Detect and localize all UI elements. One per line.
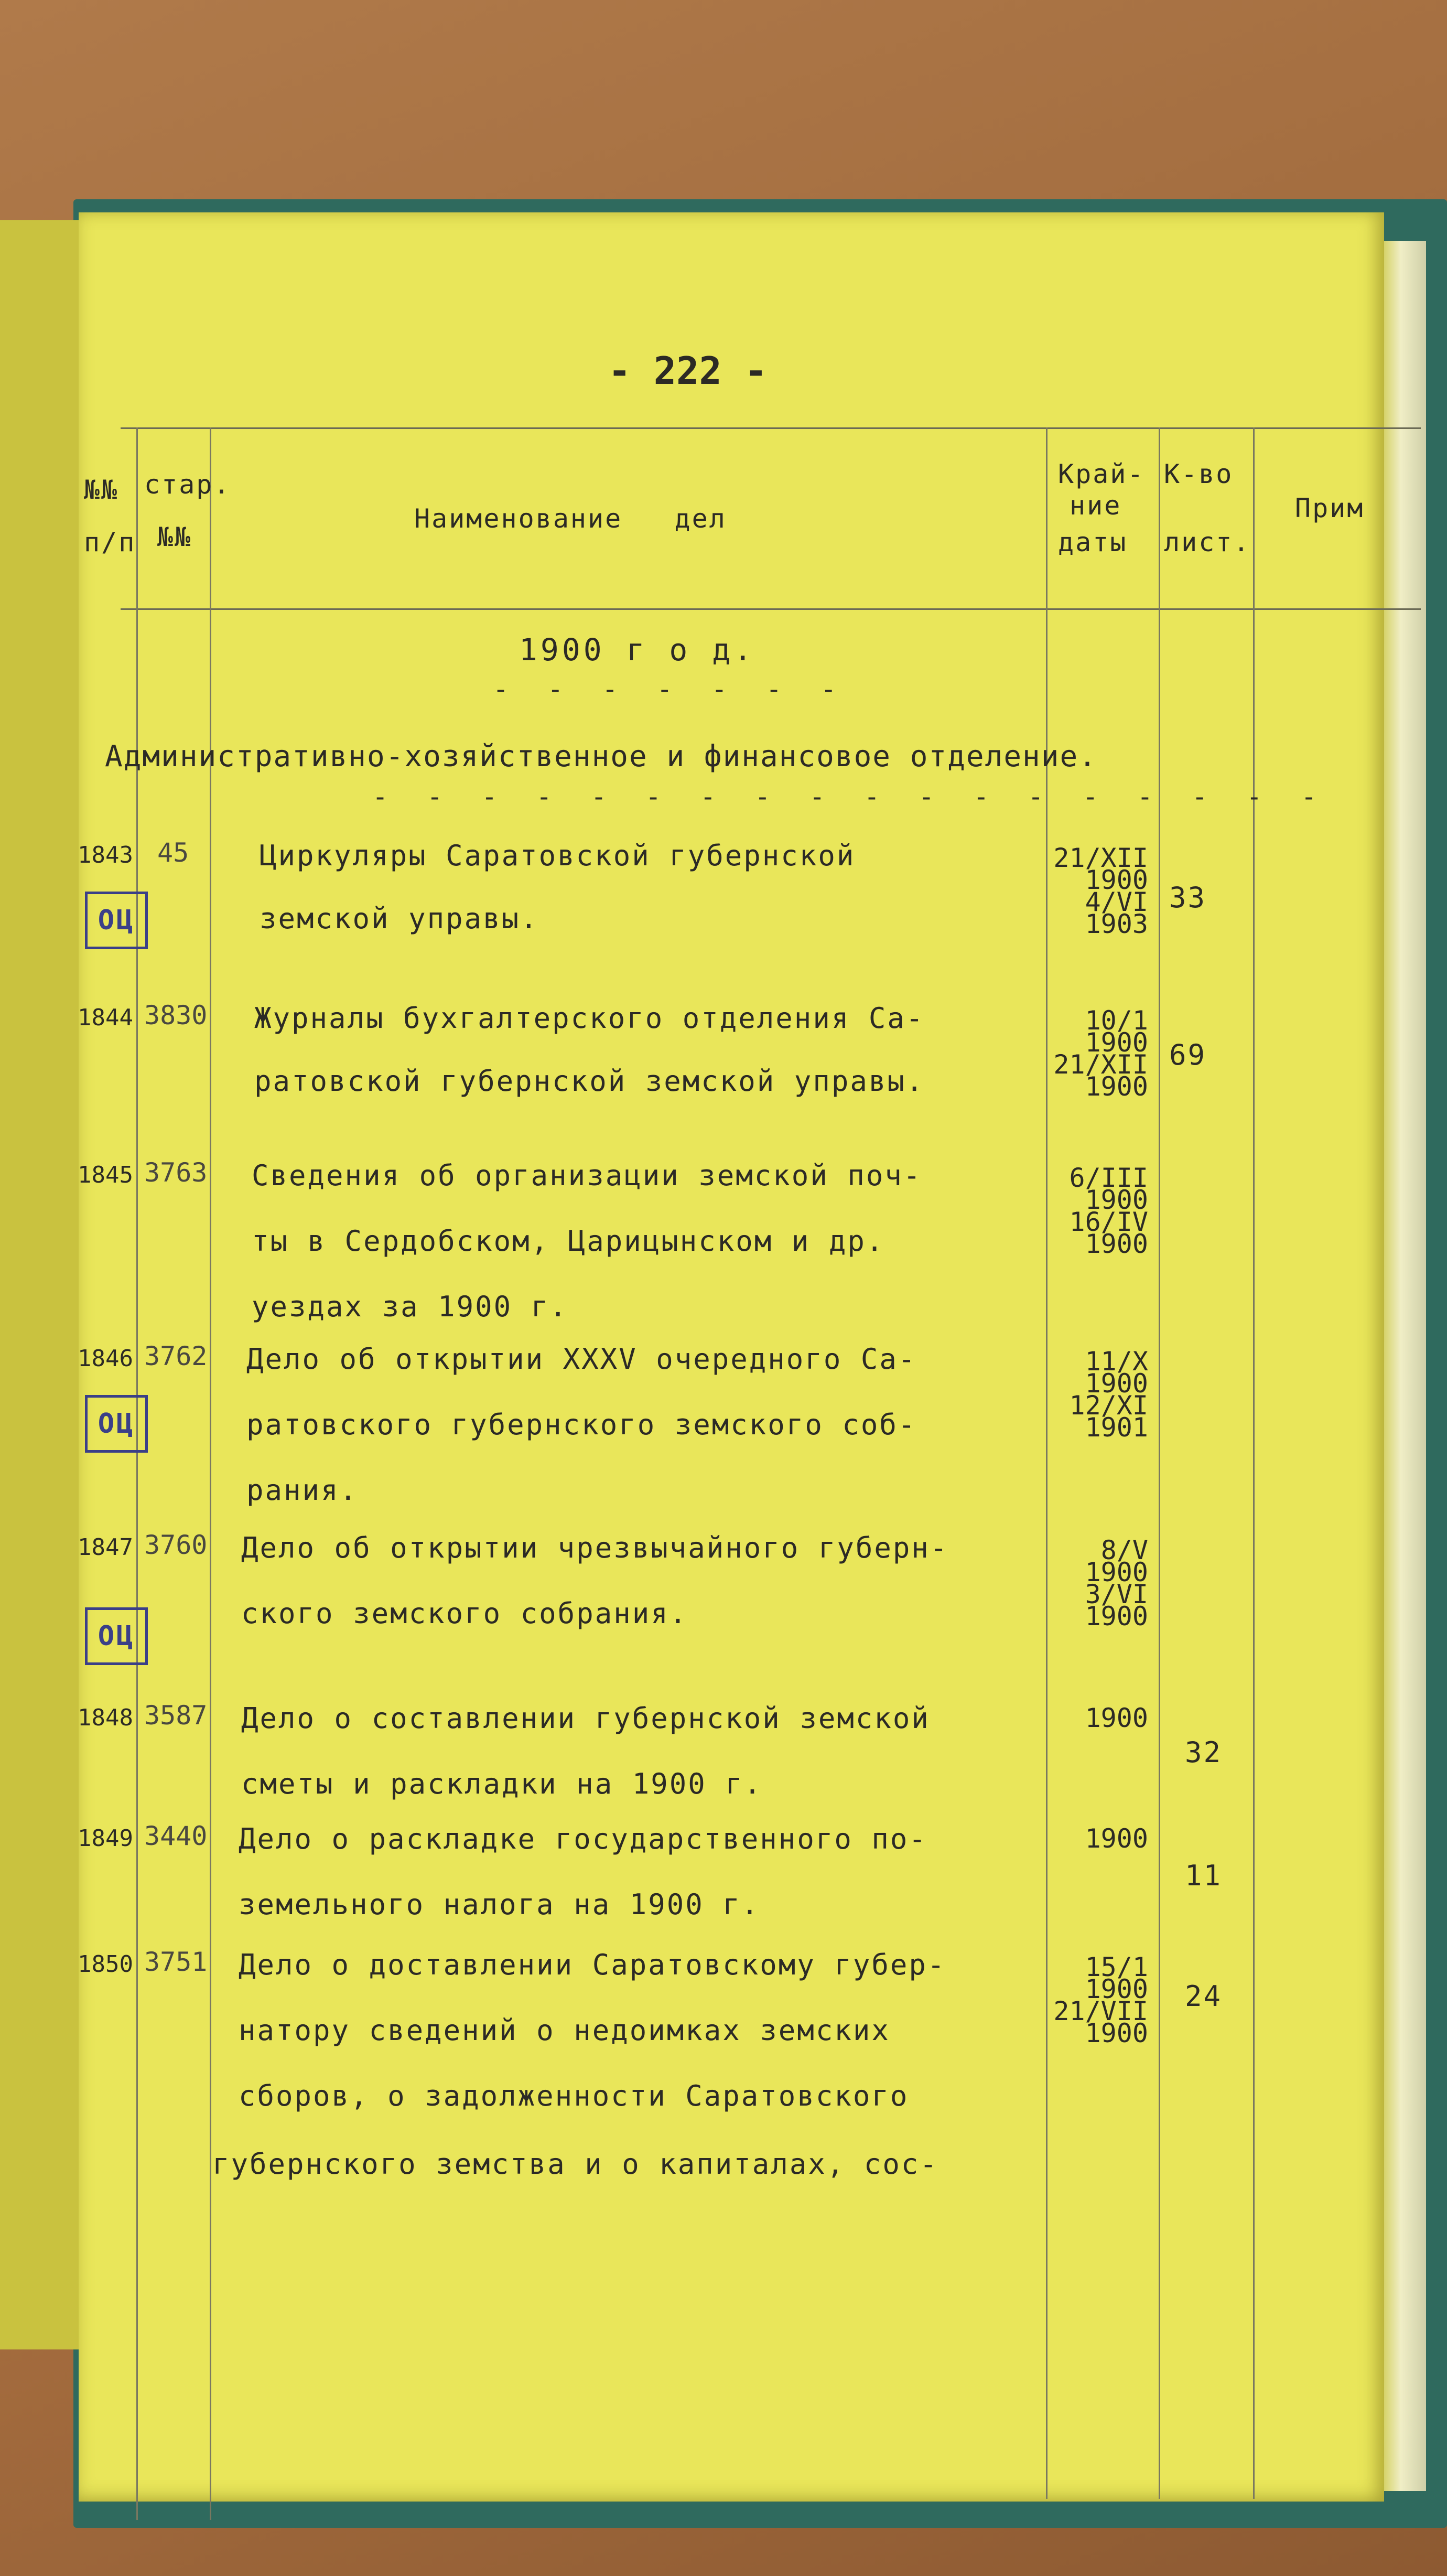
record-title-line: рания. xyxy=(246,1474,359,1507)
header-top-rule xyxy=(121,427,1421,429)
record-number: 1847 xyxy=(78,1534,133,1561)
record-title-line: ского земского собрания. xyxy=(241,1597,688,1630)
date-line: 1901 xyxy=(1085,1412,1148,1443)
record-number: 1845 xyxy=(78,1162,133,1188)
record-title-line: ратовской губернской земской управы. xyxy=(254,1065,925,1098)
date-line: 1900 xyxy=(1085,865,1148,895)
old-number: 3760 xyxy=(144,1530,208,1560)
header-bottom-rule xyxy=(121,608,1421,610)
record-title-line: земской управы. xyxy=(260,902,539,935)
record-title-line: сборов, о задолженности Саратовского xyxy=(239,2079,909,2112)
header-dates-1: Край- xyxy=(1058,459,1145,489)
page-stack-edge xyxy=(1384,241,1426,2491)
oc-stamp: ОЦ xyxy=(85,1607,148,1665)
header-notes: Прим xyxy=(1295,493,1365,523)
sheet-count: 69 xyxy=(1169,1038,1207,1071)
column-rule-dates xyxy=(1046,427,1048,2499)
record-dates xyxy=(1049,1005,1148,1102)
record-dates xyxy=(1049,1163,1148,1259)
header-sheets-1: К-во xyxy=(1164,459,1234,489)
header-sheets-2: лист. xyxy=(1164,527,1251,557)
date-line: 1900 xyxy=(1085,1027,1148,1058)
date-line: 8/V xyxy=(1100,1535,1148,1565)
old-number: 3762 xyxy=(144,1341,208,1371)
column-rule-sheets xyxy=(1159,427,1160,2499)
date-line: 1900 xyxy=(1085,1703,1148,1733)
record-number: 1849 xyxy=(78,1825,133,1852)
date-line: 12/XI xyxy=(1069,1390,1148,1421)
date-line: 1900 xyxy=(1085,1229,1148,1259)
record-dates xyxy=(1049,1823,1148,1854)
date-line: 16/IV xyxy=(1069,1207,1148,1237)
record-title-line: Дело о доставлении Саратовскому губер- xyxy=(239,1948,946,1981)
sheet-count: 11 xyxy=(1185,1859,1223,1892)
document-page xyxy=(79,212,1384,2502)
header-num-top: №№ xyxy=(84,475,119,505)
record-dates xyxy=(1049,1952,1148,2048)
sheet-count: 24 xyxy=(1185,1980,1223,2013)
sheet-count: 33 xyxy=(1169,881,1207,914)
date-line: 6/III xyxy=(1069,1163,1148,1193)
record-title-line: ты в Сердобском, Царицынском и др. xyxy=(252,1225,885,1258)
date-line: 21/VII xyxy=(1053,1996,1148,2026)
page-number: - 222 - xyxy=(608,349,768,393)
date-line: 1900 xyxy=(1085,1557,1148,1587)
old-number: 3587 xyxy=(144,1700,208,1731)
record-title-line: Дело об открытии чрезвычайного губерн- xyxy=(241,1531,949,1564)
record-dates xyxy=(1049,1535,1148,1632)
record-title-line: Журналы бухгалтерского отделения Са- xyxy=(254,1002,925,1035)
record-title-line: Дело о раскладке государственного по- xyxy=(239,1822,927,1855)
section-heading: Административно-хозяйственное и финансовое отделение. xyxy=(105,739,1097,774)
header-num-bottom: п/п xyxy=(84,527,136,557)
old-number: 3830 xyxy=(144,1000,208,1031)
record-title-line: натору сведений о недоимках земских xyxy=(239,2014,890,2047)
record-dates xyxy=(1049,1346,1148,1443)
record-title-line: губернского земства и о капиталах, сос- xyxy=(212,2148,938,2181)
date-line: 21/XII xyxy=(1053,1049,1148,1080)
oc-stamp: ОЦ xyxy=(85,892,148,949)
facing-page-edge xyxy=(0,220,83,2349)
record-title-line: Дело о составлении губернской земской xyxy=(241,1702,930,1735)
column-rule-notes xyxy=(1253,427,1255,2499)
old-number: 3751 xyxy=(144,1947,208,1977)
date-line: 3/VI xyxy=(1085,1579,1148,1609)
header-title: Наименование дел xyxy=(414,503,727,534)
header-old-top: стар. xyxy=(144,469,231,500)
record-title-line: Циркуляры Саратовской губернской xyxy=(260,839,856,872)
date-line: 1900 xyxy=(1085,2018,1148,2048)
date-line: 1903 xyxy=(1085,909,1148,939)
date-line: 10/1 xyxy=(1085,1005,1148,1036)
section-heading-underline: - - - - - - - - - - - - - - - - - - xyxy=(372,781,1329,812)
date-line: 1900 xyxy=(1085,1974,1148,2004)
oc-stamp: ОЦ xyxy=(85,1395,148,1453)
date-line: 11/X xyxy=(1085,1346,1148,1377)
record-dates xyxy=(1049,1703,1148,1733)
date-line: 15/1 xyxy=(1085,1952,1148,1982)
date-line: 21/XII xyxy=(1053,843,1148,873)
record-number: 1850 xyxy=(78,1951,133,1978)
record-number: 1843 xyxy=(78,842,133,868)
date-line: 1900 xyxy=(1085,1368,1148,1399)
date-line: 1900 xyxy=(1085,1071,1148,1102)
record-title-line: уездах за 1900 г. xyxy=(252,1290,568,1323)
date-line: 1900 xyxy=(1085,1823,1148,1854)
record-title-line: сметы и раскладки на 1900 г. xyxy=(241,1767,763,1800)
year-heading-underline: - - - - - - - xyxy=(493,674,848,704)
record-number: 1844 xyxy=(78,1004,133,1031)
record-title-line: ратовского губернского земского соб- xyxy=(246,1408,917,1441)
record-title-line: земельного налога на 1900 г. xyxy=(239,1888,760,1921)
year-heading: 1900 г о д. xyxy=(519,632,755,668)
record-number: 1846 xyxy=(78,1345,133,1372)
old-number: 3763 xyxy=(144,1157,208,1188)
date-line: 1900 xyxy=(1085,1601,1148,1632)
header-dates-2: ние xyxy=(1070,490,1122,521)
record-dates xyxy=(1049,843,1148,939)
record-title-line: Дело об открытии XXXV очередного Са- xyxy=(246,1343,917,1376)
date-line: 4/VI xyxy=(1085,887,1148,917)
old-number: 3440 xyxy=(144,1821,208,1851)
record-number: 1848 xyxy=(78,1704,133,1731)
sheet-count: 32 xyxy=(1185,1736,1223,1769)
old-number: 45 xyxy=(157,838,189,868)
record-title-line: Сведения об организации земской поч- xyxy=(252,1159,922,1192)
header-dates-3: даты xyxy=(1058,527,1128,557)
header-old-bottom: №№ xyxy=(157,522,192,552)
date-line: 1900 xyxy=(1085,1185,1148,1215)
